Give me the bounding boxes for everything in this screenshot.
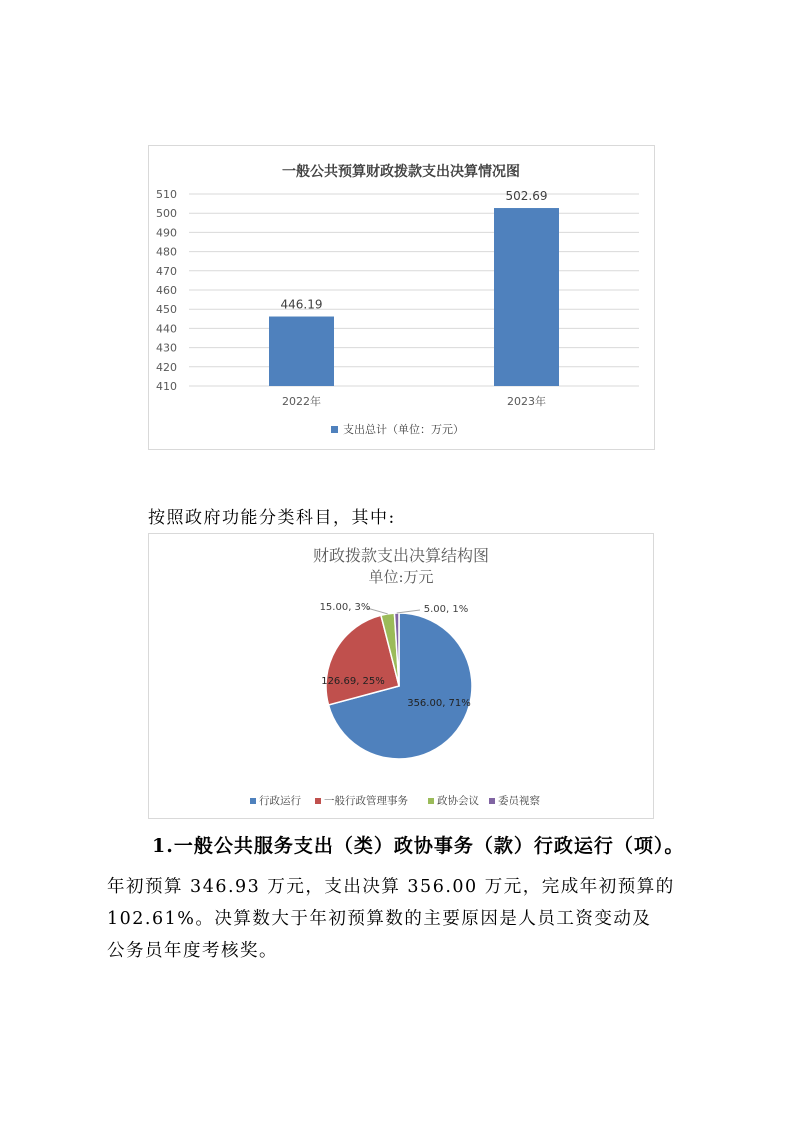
bar-legend-swatch	[331, 426, 338, 433]
bar-legend-label: 支出总计（单位：万元）	[343, 423, 464, 436]
body-line: 102.61%。决算数大于年初预算数的主要原因是人员工资变动及	[107, 909, 652, 929]
section-heading: 1.一般公共服务支出（类）政协事务（款）行政运行（项）。	[152, 835, 685, 857]
bar-y-tick-label: 440	[156, 322, 177, 336]
pie-slice-label: 356.00, 71%	[407, 698, 471, 709]
bar-y-tick-label: 420	[156, 360, 177, 374]
bar-value-label: 502.69	[505, 189, 548, 204]
bar-chart	[149, 146, 654, 449]
bar-y-tick-label: 450	[156, 303, 177, 317]
bar-y-tick-label: 480	[156, 245, 177, 259]
bar-value-label: 446.19	[280, 297, 323, 312]
bar-y-tick-label: 460	[156, 284, 177, 297]
body-line: 公务员年度考核奖。	[107, 941, 278, 961]
pie-chart-title: 财政拨款支出决算结构图	[312, 546, 490, 565]
pie-slice-label: 15.00, 3%	[319, 602, 371, 613]
pie-leader-line	[397, 610, 420, 613]
bar-y-tick-label: 430	[156, 341, 177, 355]
pie-legend-label: 行政运行	[259, 795, 301, 807]
body-line: 年初预算 346.93 万元，支出决算 356.00 万元，完成年初预算的	[107, 877, 675, 897]
bar-x-tick-label: 2023年	[507, 395, 546, 408]
bar-y-tick-label: 500	[156, 207, 177, 221]
bar-y-tick-label: 490	[156, 226, 177, 240]
pie-legend-swatch	[489, 798, 495, 804]
pie-slice-label: 5.00, 1%	[423, 604, 469, 615]
bar-1	[269, 317, 334, 386]
bar-y-tick-label: 510	[156, 188, 177, 201]
bar-y-tick-label: 470	[156, 264, 177, 278]
pie-chart-frame	[148, 533, 654, 819]
pie-legend-swatch	[428, 798, 434, 804]
pie-slice-label: 126.69, 25%	[321, 676, 385, 687]
pie-legend-label: 委员视察	[498, 795, 540, 807]
bar-2	[494, 208, 559, 386]
pie-legend-swatch	[250, 798, 256, 804]
intro-text: 按照政府功能分类科目，其中:	[148, 508, 396, 528]
bar-y-tick-label: 410	[156, 380, 177, 393]
bar-chart-frame	[148, 145, 655, 450]
bar-chart-title: 一般公共预算财政拨款支出决算情况图	[282, 164, 520, 180]
bar-x-tick-label: 2022年	[282, 395, 321, 408]
pie-chart-subtitle: 单位:万元	[368, 568, 434, 586]
pie-legend-swatch	[315, 798, 321, 804]
pie-legend-label: 一般行政管理事务	[324, 795, 408, 807]
pie-chart	[149, 534, 653, 818]
pie-legend-label: 政协会议	[437, 795, 479, 807]
